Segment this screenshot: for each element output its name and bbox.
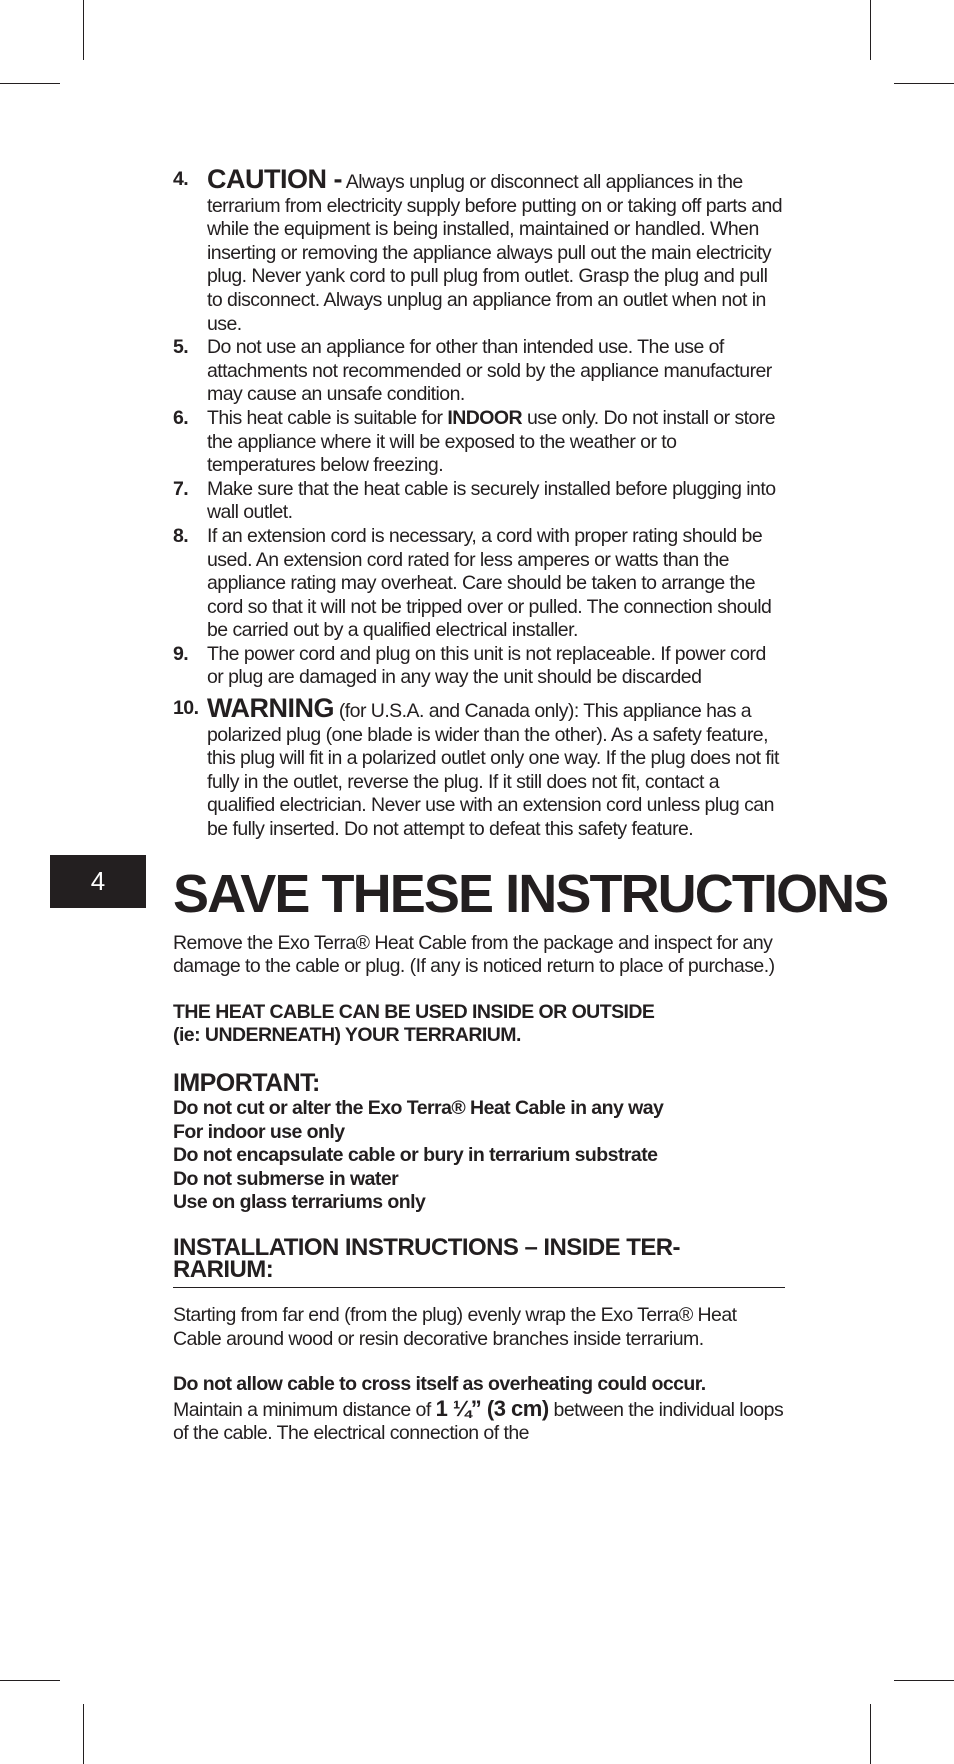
overheating-warning: Do not allow cable to cross itself as overheating could occur. <box>173 1373 706 1396</box>
save-instructions-title: SAVE THESE INSTRUCTIONS <box>173 863 888 924</box>
installation-heading <box>173 1233 785 1288</box>
warning-label: WARNING <box>207 693 334 724</box>
crop-mark-bottom-left-vertical <box>83 1704 84 1764</box>
item-text: (for U.S.A. and Canada only): This appliance has a polarized plug (one blade is wider than the other). As a safety feature, this plug will fit in a polarized outlet only one way. If the plug does not fit fully in the outlet, reverse the plug. If it still does not fit, contact a qualified electrician. Never use with an extension cord unless plug can be fully inserted. Do not attempt to defeat this safety feature. <box>207 700 779 841</box>
important-line: Do not submerse in water <box>173 1167 399 1190</box>
safety-item-9 <box>173 643 785 690</box>
important-line: Do not encapsulate cable or bury in terrarium substrate <box>173 1144 658 1167</box>
installation-heading-line-2: RARIUM: <box>173 1255 274 1283</box>
important-line: Use on glass terrariums only <box>173 1191 426 1214</box>
item-number: 6. <box>173 406 189 429</box>
indoor-emphasis: INDOOR <box>447 406 523 429</box>
item-text: If an extension cord is necessary, a cord with proper rating should be used. An extension cord rated for less amperes or watts than the appliance rating may overheat. Care should be taken to arrange the cord so that it will not be tripped over or pulled. The connection should be carried out by a qualified electrical installer. <box>207 524 772 642</box>
crop-mark-bottom-right-vertical <box>870 1704 871 1764</box>
distance-value: 1 ¼” (3 cm) <box>435 1395 549 1421</box>
safety-item-5 <box>173 336 785 407</box>
item-text: Make sure that the heat cable is securely installed before plugging into wall outlet. <box>207 477 776 524</box>
page-number: 4 <box>90 866 106 896</box>
installation-heading-line-1: INSTALLATION INSTRUCTIONS – INSIDE TER- <box>173 1233 680 1261</box>
item-text: Always unplug or disconnect all appliances in the terrarium from electricity supply before putting on or taking off parts and while the equipment is being installed, maintained or handled. When inserting or removing the appliance always pull out the main electricity plug. Never yank cord to pull plug from outlet. Grasp the plug and pull to disconnect. Always unplug an appliance from an outlet when not in use. <box>207 171 783 335</box>
safety-item-6 <box>173 407 785 478</box>
item-text-pre: This heat cable is suitable for <box>207 406 448 429</box>
item-text: The power cord and plug on this unit is not replaceable. If power cord or plug are damaged in any way the unit should be discarded <box>207 642 766 689</box>
crop-mark-bottom-right-horizontal <box>894 1680 954 1681</box>
crop-mark-top-left-horizontal <box>0 83 60 84</box>
installation-paragraph-2 <box>173 1397 785 1446</box>
document-body <box>173 164 888 1446</box>
important-line: For indoor use only <box>173 1120 345 1143</box>
item-number: 4. <box>173 168 189 190</box>
installation-paragraph-1: Starting from far end (from the plug) evenly wrap the Exo Terra® Heat Cable around wood or resin decorative branches inside terrarium. <box>173 1303 737 1350</box>
intro-paragraph: Remove the Exo Terra® Heat Cable from the package and inspect for any damage to the cable or plug. (If any is noticed return to place of purchase.) <box>173 931 775 978</box>
item-number: 7. <box>173 477 189 500</box>
important-line: Do not cut or alter the Exo Terra® Heat Cable in any way <box>173 1097 664 1119</box>
caution-label: CAUTION - <box>207 164 342 194</box>
notice-line-2: (ie: UNDERNEATH) YOUR TERRARIUM. <box>173 1024 521 1047</box>
safety-item-7 <box>173 478 785 525</box>
item-number: 8. <box>173 524 189 547</box>
item-number: 9. <box>173 642 189 665</box>
safety-item-4 <box>173 164 785 336</box>
distance-text-pre: Maintain a minimum distance of <box>173 1398 436 1421</box>
crop-mark-top-right-vertical <box>870 0 871 60</box>
notice-line-1: THE HEAT CABLE CAN BE USED INSIDE OR OUTSIDE <box>173 1000 655 1023</box>
crop-mark-top-left-vertical <box>83 0 84 60</box>
safety-item-10 <box>173 693 785 842</box>
page-number-tab <box>50 855 146 908</box>
important-title: IMPORTANT: <box>173 1069 320 1097</box>
item-number: 10. <box>173 697 199 720</box>
crop-mark-top-right-horizontal <box>894 83 954 84</box>
item-text-post: use only. Do not install or store the appliance where it will be exposed to the weather or to temperatures below freezing. <box>207 406 776 477</box>
crop-mark-bottom-left-horizontal <box>0 1680 60 1681</box>
distance-text-post: between the individual loops of the cable. The electrical connection of the <box>173 1398 784 1445</box>
item-text: Do not use an appliance for other than intended use. The use of attachments not recommended or sold by the appliance manufacturer may cause an unsafe condition. <box>207 336 772 406</box>
item-number: 5. <box>173 336 189 359</box>
safety-item-8 <box>173 525 785 643</box>
